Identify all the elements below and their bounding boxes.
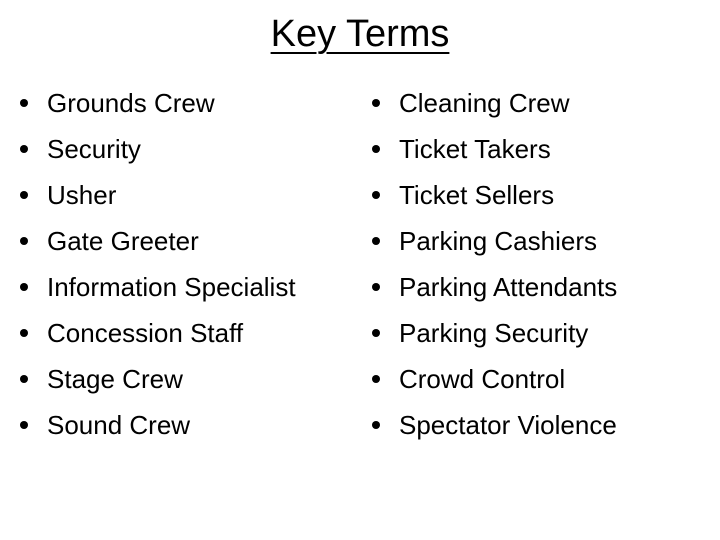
bullet-icon — [372, 237, 380, 245]
list-item — [20, 310, 350, 356]
list-item — [372, 264, 712, 310]
list-item — [20, 264, 350, 310]
bullet-icon — [20, 421, 28, 429]
term-label: Information Specialist — [47, 272, 296, 302]
bullet-icon — [20, 283, 28, 291]
list-item — [372, 126, 712, 172]
bullet-icon — [372, 375, 380, 383]
term-label: Spectator Violence — [399, 410, 617, 440]
list-item — [372, 402, 712, 448]
bullet-icon — [372, 421, 380, 429]
term-label: Parking Attendants — [399, 272, 618, 302]
bullet-icon — [20, 237, 28, 245]
bullet-icon — [372, 191, 380, 199]
list-item — [20, 172, 350, 218]
bullet-icon — [372, 145, 380, 153]
bullet-icon — [20, 329, 28, 337]
list-item — [372, 356, 712, 402]
bullet-icon — [372, 329, 380, 337]
term-label: Concession Staff — [47, 318, 244, 348]
list-item — [20, 126, 350, 172]
bullet-icon — [372, 283, 380, 291]
list-item — [372, 172, 712, 218]
term-label: Ticket Takers — [399, 134, 551, 164]
term-label: Parking Cashiers — [399, 226, 597, 256]
bullet-icon — [20, 99, 28, 107]
left-term-list — [20, 80, 350, 448]
list-item — [372, 310, 712, 356]
list-item — [20, 80, 350, 126]
term-label: Stage Crew — [47, 364, 183, 394]
bullet-icon — [372, 99, 380, 107]
slide-title: Key Terms — [270, 13, 450, 55]
term-label: Parking Security — [399, 318, 589, 348]
term-label: Usher — [47, 180, 117, 210]
bullet-icon — [20, 145, 28, 153]
term-label: Ticket Sellers — [399, 180, 555, 210]
bullet-icon — [20, 191, 28, 199]
term-label: Crowd Control — [399, 364, 566, 394]
list-item — [372, 218, 712, 264]
list-item — [372, 80, 712, 126]
list-item — [20, 218, 350, 264]
right-term-list — [372, 80, 712, 448]
term-label: Cleaning Crew — [399, 88, 570, 118]
term-label: Grounds Crew — [47, 88, 215, 118]
term-label: Security — [47, 134, 141, 164]
list-item — [20, 402, 350, 448]
bullet-icon — [20, 375, 28, 383]
list-item — [20, 356, 350, 402]
term-label: Gate Greeter — [47, 226, 199, 256]
term-label: Sound Crew — [47, 410, 191, 440]
